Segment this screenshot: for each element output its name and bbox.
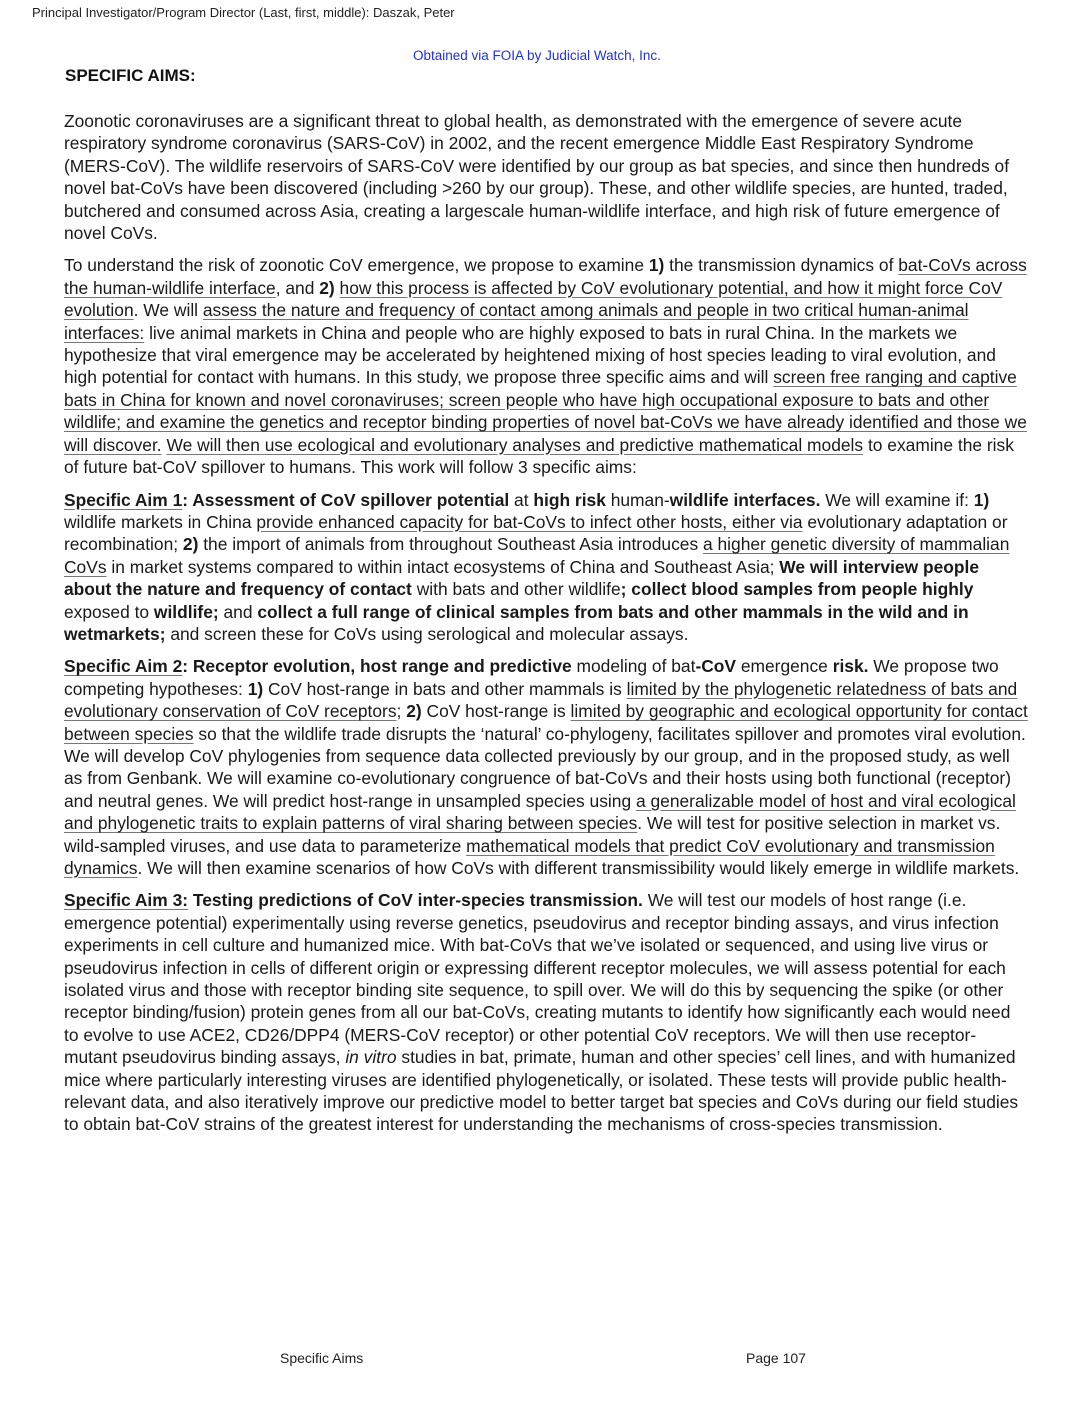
text-segment: studies in bat, primate, human and other species’ cell lines, and with humanized mice where particularly interesting viruses are identified phylogenetically, or isolated. These tests will provide public health-relevant data, and also iteratively improve our predictive model to better target bat species and CoVs during our field studies to obtain bat-CoV strains of the greatest interest for understanding the mechanisms of cross-species transmission. — [64, 1047, 1019, 1135]
text-segment: the transmission dynamics of — [664, 255, 899, 276]
pi-header-line: Principal Investigator/Program Director (Last, first, middle): Daszak, Peter — [32, 5, 455, 20]
text-segment: how this process is affected by CoV evolutionary potential, and how it might force CoV evolution — [64, 277, 1003, 321]
text-segment: . We will test for positive selection in market vs. wild-sampled viruses, and use data to parameterize — [64, 813, 1001, 856]
text-segment: , and — [275, 277, 320, 298]
text-segment: with bats and other wildlife — [411, 579, 621, 600]
text-segment: to examine the risk of future bat-CoV spillover to humans. This work will follow 3 specific aims: — [64, 434, 1014, 478]
paragraph-aim-2 — [64, 655, 1028, 879]
text-segment: human- — [605, 489, 670, 510]
text-segment: in vitro — [345, 1047, 397, 1068]
text-segment: collect a full range of clinical samples from bats and other mammals in the wild and in wetmarkets; — [64, 601, 969, 644]
text-segment: We will then use ecological and evolutionary analyses and predictive mathematical models — [166, 434, 864, 455]
text-segment: limited by geographic and ecological opportunity for contact between species — [64, 701, 1028, 744]
text-segment: in market systems compared to within intact ecosystems of China and Southeast Asia; — [106, 556, 780, 577]
text-segment: Testing predictions of CoV inter-species transmission. — [192, 890, 643, 911]
text-segment: the import of animals from throughout Southeast Asia introduces — [198, 534, 703, 555]
text-segment: 2) — [406, 701, 422, 722]
text-segment: : — [182, 489, 193, 510]
footer-page-number: Page 107 — [746, 1350, 806, 1366]
text-segment: Specific Aim 3: — [64, 890, 189, 911]
text-segment: limited by the phylogenetic relatedness of bats and evolutionary conservation of CoV receptors — [64, 678, 1018, 722]
text-segment: We propose two competing hypotheses: — [64, 656, 999, 699]
text-segment: Specific Aim 2 — [64, 656, 183, 677]
text-segment: 1) — [648, 255, 665, 276]
text-segment: CoV host-range is — [421, 701, 571, 722]
paragraph-intro — [64, 110, 1028, 244]
document-body — [64, 110, 1028, 1146]
text-segment: assess the nature and frequency of contact among animals and people in two critical human-animal interfaces: — [64, 300, 969, 343]
text-segment: 2) — [319, 277, 335, 298]
text-segment: at — [509, 489, 534, 510]
text-segment: Receptor evolution, host range and predictive — [192, 656, 572, 677]
paragraph-aim-3 — [64, 889, 1028, 1135]
text-segment: ; collect blood samples from people highly — [620, 579, 974, 600]
paragraph-aim-1 — [64, 489, 1028, 646]
text-segment: and screen these for CoVs using serological and molecular assays. — [165, 623, 689, 644]
text-segment: a generalizable model of host and viral ecological and phylogenetic traits to explain patterns of viral sharing between species — [64, 790, 1016, 834]
text-segment: bat-CoVs across the human-wildlife interface — [64, 255, 1027, 298]
text-segment: 2) — [182, 534, 199, 555]
text-segment: wildlife markets in China — [64, 511, 257, 532]
text-segment: so that the wildlife trade disrupts the ‘natural’ co-phylogeny, facilitates spillover and promotes viral evolution. We will develop CoV phylogenies from sequence data collected previously by our group, and in the proposed study, as well as from Genbank. We will examine co-evolutionary congruence of bat-CoVs and their hosts using both functional (receptor) and neutral genes. We will predict host-range in unsampled species using — [64, 723, 1026, 811]
text-segment: CoV host-range in bats and other mammals is — [263, 678, 627, 699]
text-segment: 1) — [247, 678, 264, 699]
text-segment: : — [182, 656, 193, 677]
text-segment: evolutionary adaptation or recombination; — [64, 511, 1008, 555]
text-segment: mathematical models that predict CoV evolutionary and transmission dynamics — [64, 835, 995, 878]
text-segment: ; — [396, 701, 407, 722]
text-segment: and — [218, 601, 258, 622]
text-segment: 1) — [973, 489, 990, 510]
text-segment: screen free ranging and captive bats in China for known and novel coronaviruses; screen people who have high occupational exposure to bats and other wildlife; and examine the genetics and receptor binding properties of novel bat-CoVs we have already identified and those we will discover. — [64, 367, 1027, 455]
text-segment: a higher genetic diversity of mammalian CoVs — [64, 534, 1010, 577]
text-segment: high risk — [533, 489, 606, 510]
text-segment: Specific Aim 1 — [64, 489, 183, 510]
text-segment: provide enhanced capacity for bat-CoVs to infect other hosts, either via — [256, 511, 803, 532]
paragraph-approach — [64, 254, 1028, 478]
text-segment: We will test our models of host range (i.e. emergence potential) experimentally using reverse genetics, pseudovirus and receptor binding assays, and virus infection experiments in cell culture and humanized mice. With bat-CoVs that we’ve isolated or sequenced, and using live virus or pseudovirus infection in cells of different origin or expressing different receptor molecules, we will assess potential for each isolated virus and those with receptor binding site sequence, to spill over. We will do this by sequencing the spike (or other receptor binding/fusion) protein genes from all our bat-CoVs, creating mutants to identify how significantly each would need to evolve to use ACE2, CD26/DPP4 (MERS-CoV receptor) or other potential CoV receptors. We will then use receptor-mutant pseudovirus binding assays, — [64, 890, 1011, 1068]
text-segment: . We will then examine scenarios of how CoVs with different transmissibility would likely emerge in wildlife markets. — [137, 858, 1020, 878]
text-segment: risk. — [832, 656, 869, 677]
text-segment: -CoV — [695, 656, 737, 677]
text-segment: We will examine if: — [820, 489, 974, 510]
text-segment: live animal markets in China and people who are highly exposed to bats in rural China. In the markets we hypothesize that viral emergence may be accelerated by heightened mixing of host species leading to viral evolution, and high potential for contact with humans. In this study, we propose three specific aims and will — [64, 322, 996, 388]
text-segment: wildlife interfaces. — [669, 489, 821, 510]
text-segment: Assessment of CoV spillover potential — [192, 489, 510, 510]
text-segment: wildlife; — [153, 601, 219, 622]
text-segment: Zoonotic coronaviruses are a significant threat to global health, as demonstrated with the emergence of severe acute respiratory syndrome coronavirus (SARS-CoV) in 2002, and the recent emergence Middle East Respiratory Syndrome (MERS-CoV). The wildlife reservoirs of SARS-CoV were identified by our group as bat species, and since then hundreds of novel bat-CoVs have been discovered (including >260 by our group). These, and other wildlife species, are hunted, traded, butchered and consumed across Asia, creating a largescale human-wildlife interface, and high risk of future emergence of novel CoVs. — [64, 111, 1010, 244]
text-segment: We will interview people about the nature and frequency of contact — [64, 556, 980, 600]
text-segment: emergence — [736, 656, 833, 677]
text-segment: . We will — [133, 300, 203, 321]
text-segment: exposed to — [64, 601, 154, 622]
footer-section-label: Specific Aims — [280, 1350, 364, 1366]
text-segment: To understand the risk of zoonotic CoV emergence, we propose to examine — [64, 255, 649, 276]
foia-stamp: Obtained via FOIA by Judicial Watch, Inc. — [413, 48, 661, 63]
text-segment: modeling of bat — [571, 656, 696, 677]
page-title: SPECIFIC AIMS: — [65, 66, 196, 85]
